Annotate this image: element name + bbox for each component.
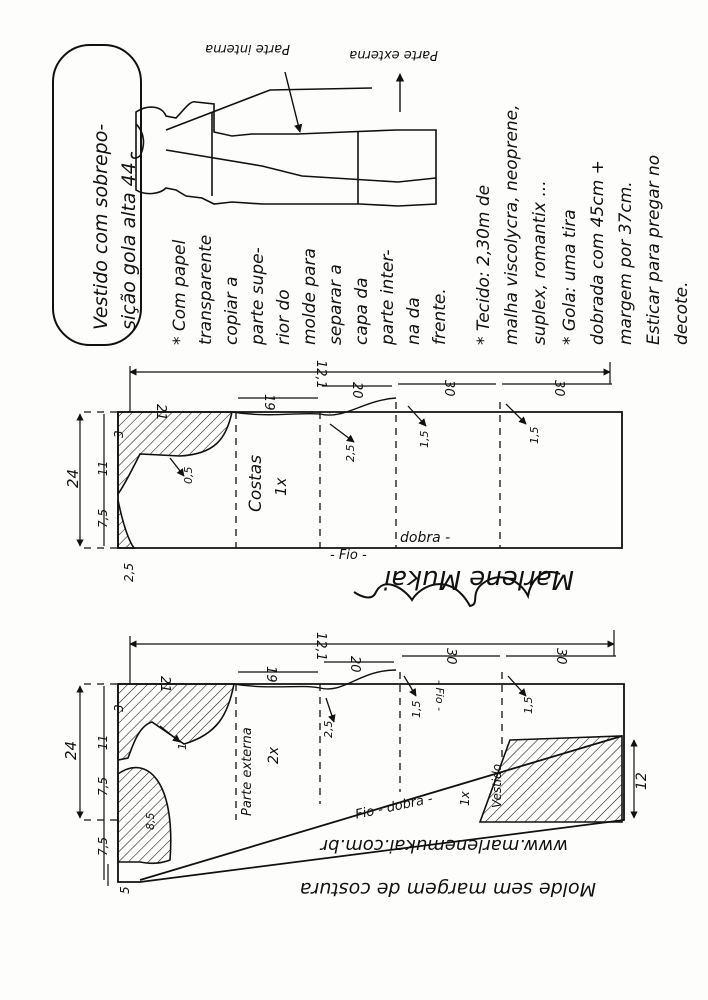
back-hatched-neck — [118, 412, 232, 494]
sketch-label-inner: Parte interna — [205, 41, 290, 56]
instruction-line: parte supe- — [248, 247, 268, 345]
back-fold-label: dobra - — [400, 530, 451, 546]
instruction-line: suplex, romantix ... — [530, 180, 550, 345]
front-width-30b: 30 — [553, 648, 568, 665]
sketch-label-outer: Parte externa — [349, 47, 438, 62]
instruction-line: malha viscolycra, neoprene, — [502, 104, 522, 345]
back-width-20: 20 — [349, 382, 364, 399]
front-width-19: 19 — [263, 666, 278, 683]
instruction-line: margem por 37cm. — [616, 181, 636, 345]
designer-signature: Marlene Mukai — [383, 564, 574, 594]
back-piece-name: Costas — [246, 454, 266, 512]
front-qty-side: 1x — [458, 791, 472, 806]
instruction-line: copiar a — [222, 276, 242, 345]
front-depth-1-5a: 1,5 — [410, 700, 423, 718]
instruction-line: frente. — [430, 288, 450, 345]
front-width-12-1: 12,1 — [313, 632, 328, 661]
instruction-line: transparente — [196, 234, 216, 345]
back-height-11: 11 — [96, 460, 110, 476]
front-depth-1-5b: 1,5 — [522, 696, 535, 714]
instruction-line: dobrada com 45cm + — [588, 160, 608, 345]
back-depth-1-5a: 1,5 — [418, 430, 431, 448]
instruction-line: * Com papel — [170, 239, 190, 345]
back-depth-2-5: 2,5 — [344, 444, 357, 462]
back-width-30b: 30 — [551, 380, 566, 397]
front-width-21: 21 — [157, 676, 172, 693]
back-width-21: 21 — [153, 404, 168, 421]
back-depth-1-5b: 1,5 — [528, 426, 541, 444]
instruction-line: molde para — [300, 248, 320, 345]
instruction-line: separar a — [326, 264, 346, 345]
front-height-7-5b: 7,5 — [96, 836, 110, 856]
front-height-7-5a: 7,5 — [96, 776, 110, 796]
front-grain-small-label: - Fio - — [433, 680, 446, 712]
back-height-2-5: 2,5 — [122, 562, 136, 582]
front-width-20: 20 — [347, 656, 362, 673]
front-depth-8-5: 8,5 — [144, 812, 157, 830]
instruction-line: capa da — [352, 277, 372, 345]
instruction-line: parte inter- — [378, 249, 398, 345]
front-height-3: 3 — [112, 704, 126, 712]
instruction-line: Esticar para pregar no — [644, 154, 664, 345]
instruction-line: decote. — [672, 281, 692, 345]
front-height-11: 11 — [96, 734, 110, 750]
front-depth-1: 1 — [176, 743, 189, 750]
front-grain-fold-label: Fio - dobra - — [354, 791, 434, 823]
front-waist-curve — [234, 670, 396, 689]
back-height-24: 24 — [64, 468, 82, 488]
back-hatched-armhole — [118, 500, 134, 548]
front-hem-offset: 12 — [634, 772, 650, 790]
back-width-12-1: 12,1 — [313, 360, 328, 389]
front-piece-name: Parte externa — [240, 727, 255, 816]
instruction-line: * Tecido: 2,30m de — [474, 184, 494, 345]
inner-part-arrow — [285, 72, 300, 132]
front-piece-qty: 2x — [266, 746, 282, 764]
front-width-30a: 30 — [443, 648, 458, 665]
back-piece-qty: 1x — [272, 477, 290, 496]
title-line-2: sição gola alta 44 — [118, 162, 140, 330]
front-height-24: 24 — [62, 740, 80, 760]
back-grain-label: - Fio - — [330, 548, 367, 563]
back-height-7-5: 7,5 — [96, 508, 110, 528]
back-depth-0-5: 0,5 — [182, 466, 195, 484]
instruction-line: rior do — [274, 289, 294, 345]
instruction-line: * Gola: uma tira — [560, 209, 580, 345]
back-width-30a: 30 — [441, 380, 456, 397]
front-height-5: 5 — [118, 886, 132, 894]
website-url: www.marlenemukai.com.br — [320, 835, 568, 856]
dress-sketch — [131, 88, 436, 206]
instruction-line: na da — [404, 297, 424, 345]
back-height-3: 3 — [112, 430, 126, 438]
front-depth-2-5: 2,5 — [322, 720, 335, 738]
front-dress-label: Vestido — [490, 763, 504, 808]
no-seam-allowance-note: Molde sem margem de costura — [299, 878, 596, 900]
back-width-19: 19 — [261, 394, 276, 411]
title-line-1: Vestido com sobrepo- — [90, 123, 112, 330]
